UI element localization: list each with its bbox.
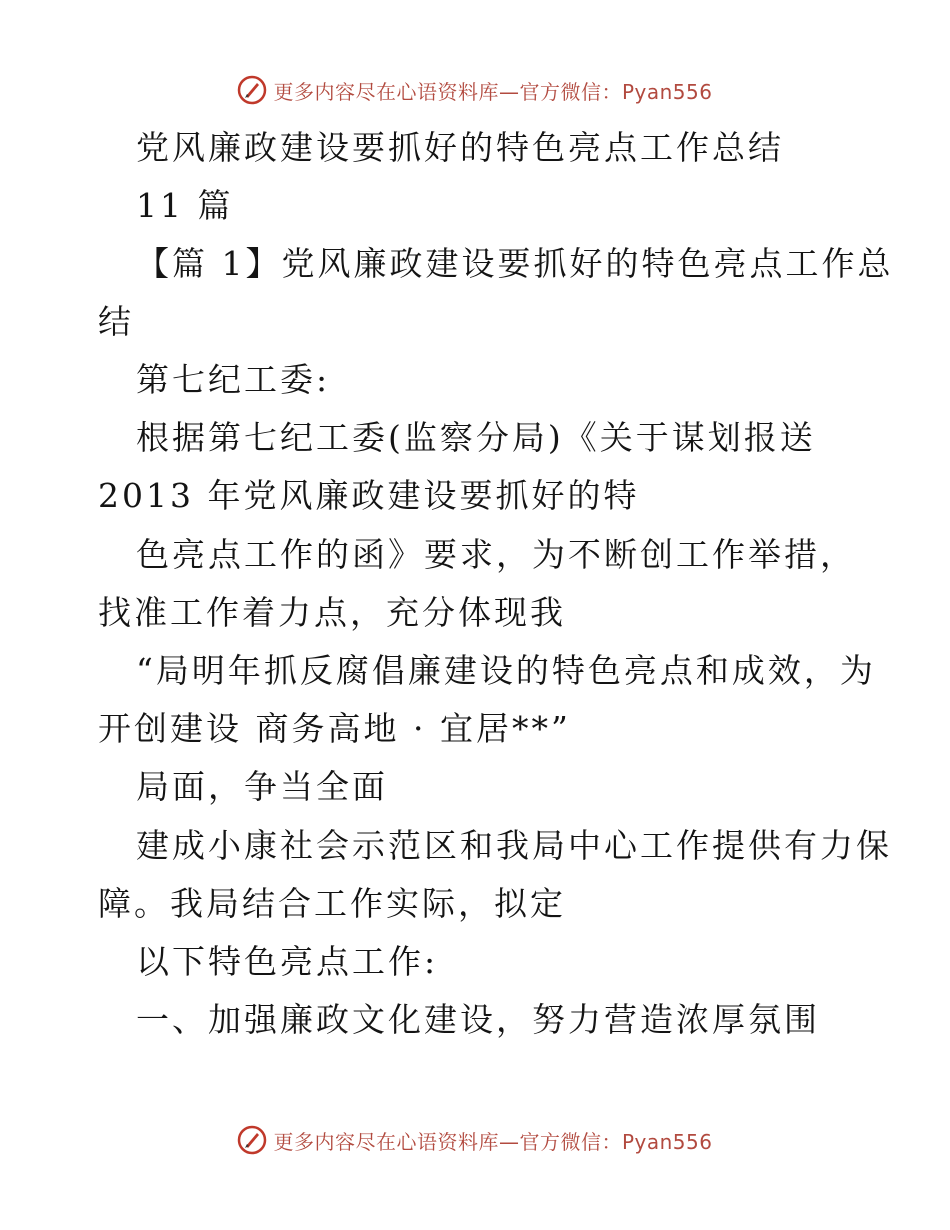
section-heading: 【篇 1】党风廉政建设要抓好的特色亮点工作总 bbox=[136, 244, 894, 283]
document-title-continued: 11 篇 bbox=[136, 186, 234, 225]
watermark-text: 更多内容尽在心语资料库—官方微信：Pyan556 bbox=[273, 1129, 713, 1154]
paragraph-line: 色亮点工作的函》要求，为不断创工作举措， bbox=[136, 535, 856, 574]
paragraph-line: 障。我局结合工作实际，拟定 bbox=[98, 884, 566, 923]
header-watermark bbox=[0, 73, 950, 107]
watermark-text: 更多内容尽在心语资料库—官方微信：Pyan556 bbox=[273, 79, 713, 104]
footer-watermark bbox=[0, 1123, 950, 1157]
paragraph-line: 2013 年党风廉政建设要抓好的特 bbox=[98, 476, 640, 515]
logo-icon bbox=[237, 75, 267, 105]
document-title: 党风廉政建设要抓好的特色亮点工作总结 bbox=[136, 128, 784, 167]
logo-icon bbox=[237, 1125, 267, 1155]
paragraph-line: “局明年抓反腐倡廉建设的特色亮点和成效，为 bbox=[136, 651, 876, 690]
paragraph-line: 开创建设 商务高地 · 宜居**” bbox=[98, 709, 571, 748]
section-subheading: 一、加强廉政文化建设，努力营造浓厚氛围 bbox=[136, 1000, 820, 1039]
paragraph-line: 以下特色亮点工作: bbox=[136, 942, 439, 981]
salutation: 第七纪工委: bbox=[136, 360, 331, 399]
paragraph-line: 局面，争当全面 bbox=[136, 767, 388, 806]
section-heading-continued: 结 bbox=[98, 302, 134, 341]
paragraph-line: 找准工作着力点，充分体现我 bbox=[98, 593, 566, 632]
paragraph-line: 根据第七纪工委(监察分局)《关于谋划报送 bbox=[136, 418, 816, 457]
paragraph-line: 建成小康社会示范区和我局中心工作提供有力保 bbox=[136, 826, 892, 865]
